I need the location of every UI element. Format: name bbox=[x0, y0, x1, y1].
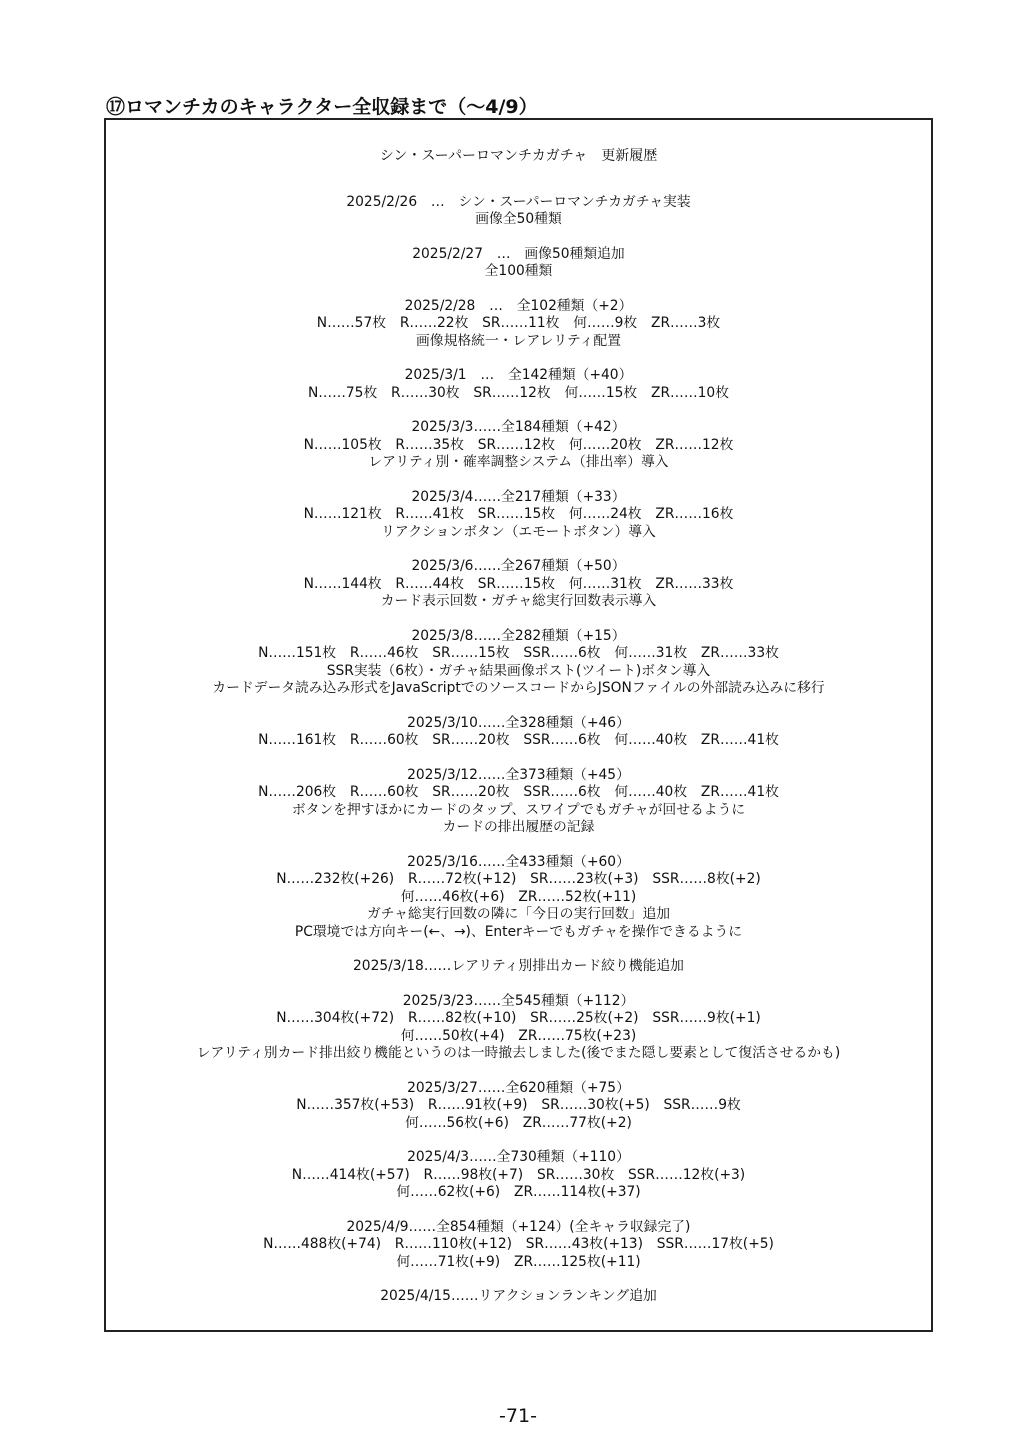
entry-detail-line: 何……50枚(+4) ZR……75枚(+23) bbox=[400, 1027, 637, 1044]
entry-date-line: 2025/3/18……レアリティ別排出カード絞り機能追加 bbox=[353, 958, 684, 974]
entry-detail-line: SSR実装（6枚）・ガチャ結果画像ポスト(ツイート)ボタン導入 bbox=[326, 662, 711, 679]
entry-detail-line: PC環境では方向キー(←、→)、Enterキーでもガチャを操作できるように bbox=[294, 923, 743, 940]
entry-date-line: 2025/3/27……全620種類（+75） bbox=[407, 1079, 630, 1096]
entry-date-line: 2025/3/10……全328種類（+46） bbox=[407, 714, 630, 731]
box-title: シン・スーパーロマンチカガチャ 更新履歴 bbox=[379, 148, 658, 164]
entry-detail-line: 何……56枚(+6) ZR……77枚(+2) bbox=[405, 1114, 632, 1131]
entry-date-line: 2025/3/16……全433種類（+60） bbox=[407, 853, 630, 870]
entry-detail-line: N……151枚 R……46枚 SR……15枚 SSR……6枚 何……31枚 ZR……33枚 bbox=[258, 645, 779, 661]
update-entry bbox=[106, 628, 931, 698]
entry-detail-line: 何……46枚(+6) ZR……52枚(+11) bbox=[400, 888, 637, 905]
update-entry bbox=[106, 1219, 931, 1272]
entry-date-line: 2025/3/23……全545種類（+112） bbox=[402, 992, 635, 1009]
entry-detail-line: レアリティ別カード排出絞り機能というのは一時撤去しました(後でまた隠し要素として復活させるかも) bbox=[196, 1045, 841, 1061]
entry-date-line: 2025/3/3……全184種類（+42） bbox=[411, 419, 626, 435]
entry-detail-line: N……357枚(+53) R……91枚(+9) SR……30枚(+5) SSR……9枚 bbox=[296, 1097, 741, 1113]
entry-date-line: 2025/3/6……全267種類（+50） bbox=[411, 558, 626, 574]
update-entry bbox=[106, 1149, 931, 1202]
entry-detail-line: 画像全50種類 bbox=[475, 211, 562, 227]
entry-detail-line: N……206枚 R……60枚 SR……20枚 SSR……6枚 何……40枚 ZR……41枚 bbox=[258, 784, 779, 800]
entry-detail-line: ボタンを押すほかにカードのタップ、スワイプでもガチャが回せるように bbox=[291, 801, 746, 818]
update-entry bbox=[106, 489, 931, 542]
update-entry bbox=[106, 767, 931, 837]
update-entry bbox=[106, 1288, 931, 1306]
entry-date-line: 2025/3/12……全373種類（+45） bbox=[407, 766, 630, 783]
entry-date-line: 2025/3/8……全282種類（+15） bbox=[411, 627, 626, 644]
update-entry bbox=[106, 419, 931, 472]
entry-date-line: 2025/4/15……リアクションランキング追加 bbox=[380, 1288, 657, 1304]
update-entry bbox=[106, 558, 931, 611]
entry-date-line: 2025/2/27 … 画像50種類追加 bbox=[412, 245, 625, 262]
entry-detail-line: 全100種類 bbox=[484, 263, 553, 279]
update-entry bbox=[106, 993, 931, 1063]
entry-detail-line: N……105枚 R……35枚 SR……12枚 何……20枚 ZR……12枚 bbox=[303, 436, 734, 453]
entry-detail-line: N……488枚(+74) R……110枚(+12) SR……43枚(+13) SSR……17枚(+5) bbox=[263, 1236, 774, 1252]
entry-date-line: 2025/4/9……全854種類（+124）(全キャラ収録完了) bbox=[346, 1218, 691, 1235]
entry-detail-line: カードの排出履歴の記録 bbox=[442, 819, 595, 835]
entry-detail-line: N……144枚 R……44枚 SR……15枚 何……31枚 ZR……33枚 bbox=[303, 575, 734, 592]
page-number: -71- bbox=[499, 1405, 537, 1427]
update-entry bbox=[106, 194, 931, 229]
update-history-content bbox=[106, 148, 931, 1323]
entry-detail-line: N……161枚 R……60枚 SR……20枚 SSR……6枚 何……40枚 ZR……41枚 bbox=[258, 732, 779, 748]
entry-detail-line: N……121枚 R……41枚 SR……15枚 何……24枚 ZR……16枚 bbox=[303, 506, 734, 522]
update-entry bbox=[106, 958, 931, 976]
entry-detail-line: レアリティ別・確率調整システム（排出率）導入 bbox=[368, 454, 669, 470]
entry-detail-line: カード表示回数・ガチャ総実行回数表示導入 bbox=[380, 593, 657, 609]
update-entry bbox=[106, 715, 931, 750]
update-entry bbox=[106, 1080, 931, 1133]
entry-date-line: 2025/2/28 … 全102種類（+2） bbox=[404, 297, 633, 314]
entry-detail-line: N……75枚 R……30枚 SR……12枚 何……15枚 ZR……10枚 bbox=[307, 384, 729, 401]
entry-detail-line: N……232枚(+26) R……72枚(+12) SR……23枚(+3) SSR……8枚(+2) bbox=[276, 871, 761, 887]
entry-detail-line: N……57枚 R……22枚 SR……11枚 何……9枚 ZR……3枚 bbox=[316, 315, 721, 331]
entry-date-line: 2025/4/3……全730種類（+110） bbox=[407, 1149, 630, 1165]
entry-date-line: 2025/3/1 … 全142種類（+40） bbox=[404, 367, 633, 383]
update-entry bbox=[106, 298, 931, 351]
entry-detail-line: ガチャ総実行回数の隣に「今日の実行回数」追加 bbox=[366, 906, 671, 922]
update-entry bbox=[106, 367, 931, 402]
update-entry bbox=[106, 246, 931, 281]
entry-detail-line: N……414枚(+57) R……98枚(+7) SR……30枚 SSR……12枚(+3) bbox=[291, 1166, 746, 1183]
update-entry bbox=[106, 854, 931, 942]
update-history-box bbox=[104, 118, 933, 1332]
entry-date-line: 2025/2/26 … シン・スーパーロマンチカガチャ実装 bbox=[346, 193, 691, 210]
entry-date-line: 2025/3/4……全217種類（+33） bbox=[411, 488, 626, 505]
entry-list bbox=[106, 194, 931, 1306]
entry-detail-line: 画像規格統一・レアレリティ配置 bbox=[415, 332, 622, 349]
entry-detail-line: カードデータ読み込み形式をJavaScriptでのソースコードからJSONファイルの外部読み込みに移行 bbox=[212, 680, 825, 696]
entry-detail-line: 何……62枚(+6) ZR……114枚(+37) bbox=[396, 1184, 641, 1200]
entry-detail-line: リアクションボタン（エモートボタン）導入 bbox=[381, 523, 656, 540]
entry-detail-line: N……304枚(+72) R……82枚(+10) SR……25枚(+2) SSR……9枚(+1) bbox=[276, 1010, 761, 1026]
entry-detail-line: 何……71枚(+9) ZR……125枚(+11) bbox=[396, 1253, 641, 1270]
section-heading: ⑰ロマンチカのキャラクター全収録まで（～4/9） bbox=[106, 96, 538, 118]
